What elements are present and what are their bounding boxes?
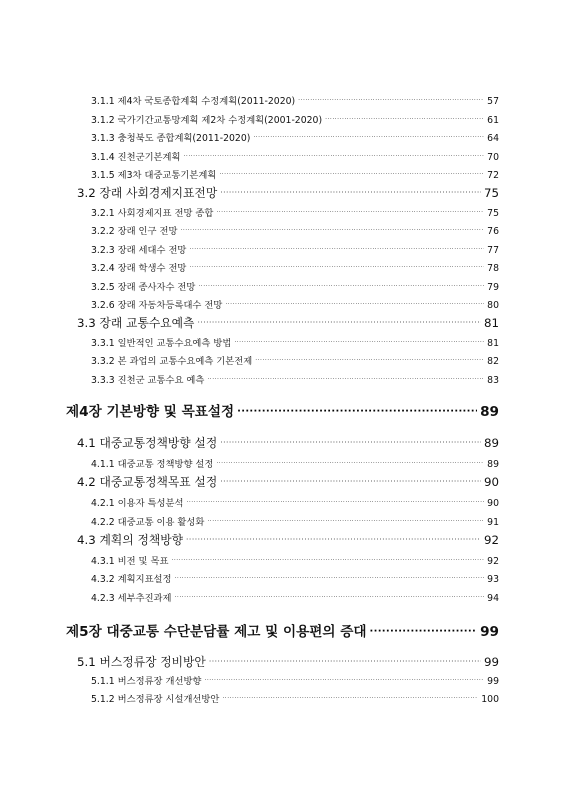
toc-entry <box>91 149 499 163</box>
dot-leader <box>175 572 485 583</box>
toc-entry-title: 3.2.5 장래 종사자수 전망 <box>91 282 196 293</box>
toc-entry-title: 4.3.2 계획지표설정 <box>91 574 172 585</box>
toc-page-number: 99 <box>487 676 499 687</box>
toc-page-number: 89 <box>483 436 499 450</box>
toc-page-number: 83 <box>487 375 499 386</box>
toc-entry-title: 3.1.3 충청북도 종합계획(2011-2020) <box>91 133 251 144</box>
toc-entry <box>91 590 499 604</box>
dot-leader <box>220 434 481 448</box>
toc-chapter-title: 제5장 대중교통 수단분담률 제고 및 이용편의 증대 <box>66 624 367 640</box>
toc-page-number: 90 <box>483 475 499 489</box>
dot-leader <box>186 531 481 545</box>
toc-entry <box>91 571 499 585</box>
dot-leader <box>222 692 478 703</box>
toc-entry-title: 3.2 장래 사회경제지표전망 <box>77 186 218 200</box>
toc-entry <box>91 372 499 386</box>
toc-entry-title: 3.1.4 진천군기본계획 <box>91 152 181 163</box>
toc-entry <box>91 353 499 367</box>
dot-leader <box>237 402 477 418</box>
toc-entry <box>91 673 499 687</box>
toc-page-number: 64 <box>487 133 499 144</box>
dot-leader <box>189 243 484 254</box>
toc-page-number: 92 <box>487 556 499 567</box>
toc-entry-title: 3.3 장래 교통수요예측 <box>77 316 195 330</box>
dot-leader <box>184 150 485 161</box>
dot-leader <box>189 261 484 272</box>
toc-entry-title: 3.1.5 제3차 대중교통기본계획 <box>91 170 217 181</box>
toc-entry-title: 4.2.1 이용자 특성분석 <box>91 498 184 509</box>
toc-entry <box>91 456 499 470</box>
toc-entry-title: 3.3.2 본 과업의 교통수요예측 기본전제 <box>91 356 253 367</box>
toc-entry <box>91 279 499 293</box>
toc-page-number: 93 <box>487 574 499 585</box>
toc-page-number: 82 <box>487 356 499 367</box>
dot-leader <box>171 554 484 565</box>
toc-entry-title: 3.3.1 일반적인 교통수요예측 방법 <box>91 338 232 349</box>
toc-entry <box>91 553 499 567</box>
toc-entry <box>91 167 499 181</box>
dot-leader <box>186 496 484 507</box>
toc-page-number: 61 <box>487 115 499 126</box>
dot-leader <box>220 473 481 487</box>
toc-entry <box>91 130 499 144</box>
toc-entry <box>91 691 499 705</box>
toc-page-number: 70 <box>487 152 499 163</box>
dot-leader <box>209 653 481 667</box>
toc-entry <box>91 93 499 107</box>
dot-leader <box>325 113 484 124</box>
toc-entry <box>91 242 499 256</box>
toc-page-number: 78 <box>487 263 499 274</box>
dot-leader <box>225 298 484 309</box>
toc-page-number: 77 <box>487 245 499 256</box>
dot-leader <box>216 457 484 468</box>
toc-page-number: 89 <box>480 404 499 420</box>
dot-leader <box>197 314 481 328</box>
toc-entry <box>91 495 499 509</box>
toc-section-entry <box>77 434 499 451</box>
toc-entry-title: 3.2.1 사회경제지표 전망 종합 <box>91 208 214 219</box>
toc-chapter-entry <box>66 400 499 420</box>
toc-page-number: 76 <box>487 226 499 237</box>
dot-leader <box>234 336 484 347</box>
dot-leader <box>204 674 484 685</box>
toc-entry-title: 4.1 대중교통정책방향 설정 <box>77 436 218 450</box>
toc-chapter-title: 제4장 기본방향 및 목표설정 <box>66 404 235 420</box>
toc-page-number: 99 <box>480 624 499 640</box>
toc-page-number: 80 <box>487 300 499 311</box>
dot-leader <box>175 591 485 602</box>
toc-entry-title: 3.2.4 장래 학생수 전망 <box>91 263 187 274</box>
dot-leader <box>207 515 484 526</box>
toc-section-entry <box>77 531 499 548</box>
toc-page-number: 99 <box>483 655 499 669</box>
toc-entry-title: 3.2.2 장래 인구 전망 <box>91 226 178 237</box>
toc-page-number: 91 <box>487 517 499 528</box>
toc-page-number: 94 <box>487 593 499 604</box>
toc-entry-title: 3.2.3 장래 세대수 전망 <box>91 245 187 256</box>
toc-page-number: 72 <box>487 170 499 181</box>
toc-entry <box>91 205 499 219</box>
toc-entry <box>91 297 499 311</box>
toc-entry-title: 4.2.2 대중교통 이용 활성화 <box>91 517 205 528</box>
toc-entry-title: 4.1.1 대중교통 정책방향 설정 <box>91 459 214 470</box>
toc-entry-title: 4.3.1 비전 및 목표 <box>91 556 169 567</box>
dot-leader <box>370 622 478 638</box>
toc-entry-title: 3.3.3 진천군 교통수요 예측 <box>91 375 205 386</box>
toc-entry <box>91 260 499 274</box>
toc-entry-title: 5.1.1 버스정류장 개선방향 <box>91 676 202 687</box>
dot-leader <box>207 373 484 384</box>
toc-entry-title: 3.2.6 장래 자동차등록대수 전망 <box>91 300 223 311</box>
toc-entry <box>91 335 499 349</box>
toc-chapter-entry <box>66 620 499 640</box>
toc-page-number: 79 <box>487 282 499 293</box>
dot-leader <box>219 168 484 179</box>
toc-entry-title: 5.1 버스정류장 정비방안 <box>77 655 206 669</box>
dot-leader <box>216 206 484 217</box>
dot-leader <box>255 354 484 365</box>
toc-page-number: 90 <box>487 498 499 509</box>
dot-leader <box>220 184 481 198</box>
toc-section-entry <box>77 473 499 490</box>
toc-entry-title: 3.1.2 국가기간교통망계획 제2차 수정계획(2001-2020) <box>91 115 323 126</box>
toc-page-number: 100 <box>481 694 499 705</box>
toc-page-number: 75 <box>483 186 499 200</box>
toc-section-entry <box>77 184 499 201</box>
toc-page-number: 57 <box>487 96 499 107</box>
toc-page-number: 81 <box>487 338 499 349</box>
toc-section-entry <box>77 653 499 670</box>
toc-entry <box>91 514 499 528</box>
dot-leader <box>298 94 484 105</box>
toc-entry-title: 3.1.1 제4차 국토종합계획 수정계획(2011-2020) <box>91 96 296 107</box>
toc-page-number: 81 <box>483 316 499 330</box>
toc-entry <box>91 223 499 237</box>
toc-entry-title: 5.1.2 버스정류장 시설개선방안 <box>91 694 220 705</box>
toc-page-number: 89 <box>487 459 499 470</box>
dot-leader <box>253 131 484 142</box>
toc-entry-title: 4.2 대중교통정책목표 설정 <box>77 475 218 489</box>
toc-entry-title: 4.2.3 세부추진과제 <box>91 593 172 604</box>
dot-leader <box>180 224 484 235</box>
dot-leader <box>198 280 484 291</box>
toc-section-entry <box>77 314 499 331</box>
toc-page-number: 75 <box>487 208 499 219</box>
toc-entry <box>91 112 499 126</box>
toc-page-number: 92 <box>483 533 499 547</box>
toc-entry-title: 4.3 계획의 정책방향 <box>77 533 184 547</box>
